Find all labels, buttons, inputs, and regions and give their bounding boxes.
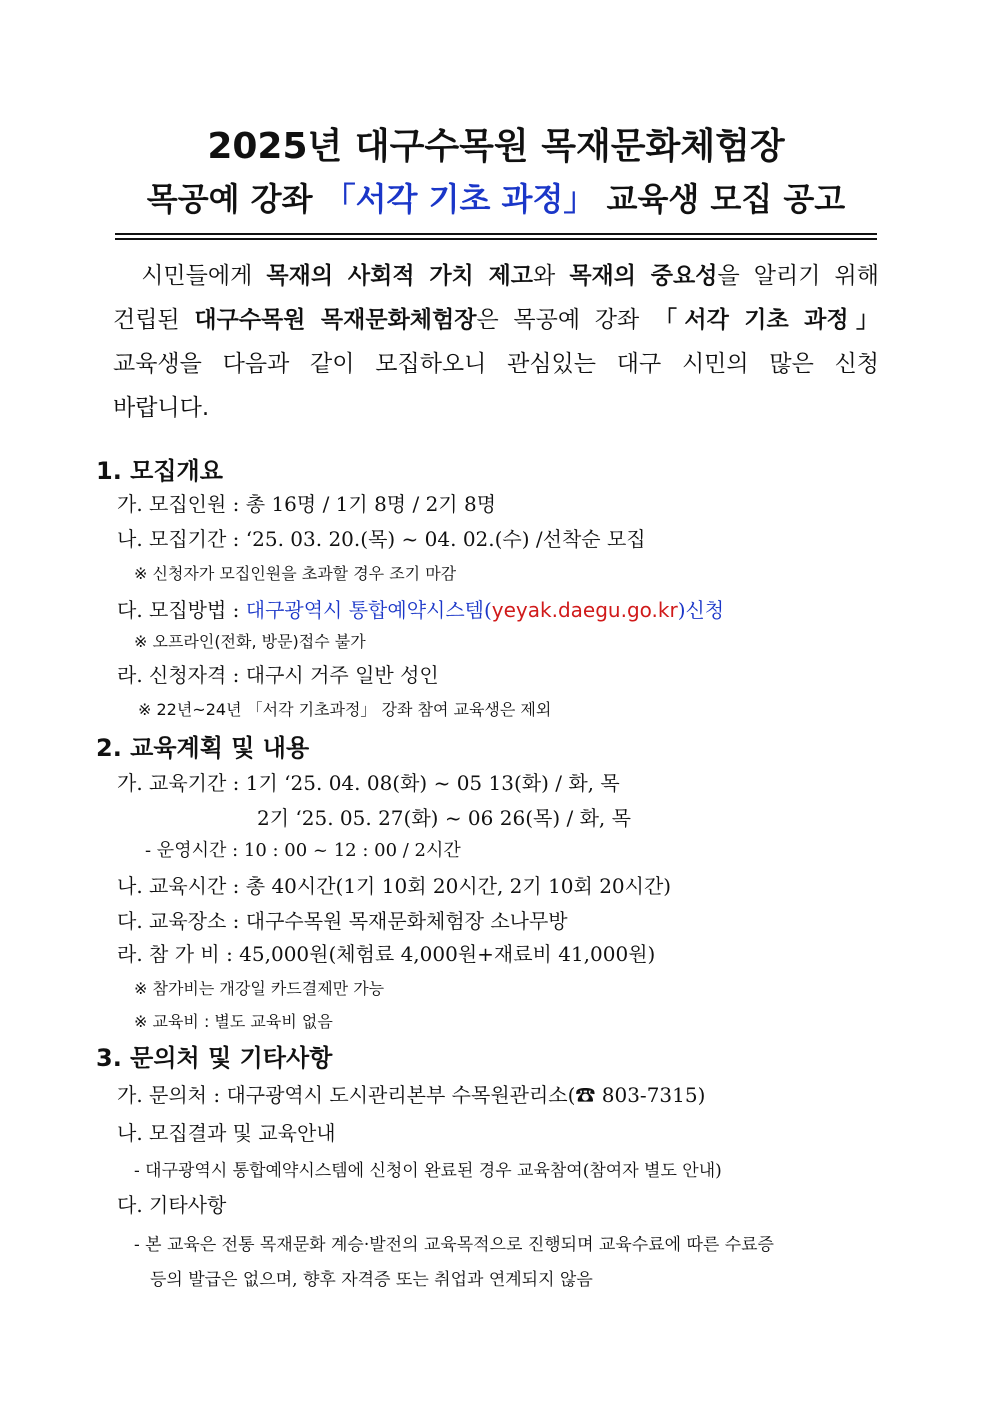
s2-operating-hours: - 운영시간 : 10 : 00 ~ 12 : 00 / 2시간 bbox=[145, 840, 461, 861]
s1-method-note: ※ 오프라인(전화, 방문)접수 불가 bbox=[134, 632, 366, 651]
s1-period-note: ※ 신청자가 모집인원을 초과할 경우 조기 마감 bbox=[134, 564, 457, 583]
s1-eligibility: 라. 신청자격 : 대구시 거주 일반 성인 bbox=[117, 663, 439, 687]
title-line-1: 2025년 대구수목원 목재문화체험장 bbox=[207, 126, 785, 167]
s2-fee-note-2: ※ 교육비 : 별도 교육비 없음 bbox=[134, 1012, 333, 1031]
s3-result-note: - 대구광역시 통합예약시스템에 신청이 완료된 경우 교육참여(참여자 별도 안내) bbox=[134, 1161, 722, 1181]
title-course-name: 「서각 기초 과정」 bbox=[323, 180, 596, 218]
intro-line-3: 교육생을 다음과 같이 모집하오니 관심있는 대구 시민의 많은 신청 bbox=[113, 351, 879, 377]
section-3-heading: 3. 문의처 및 기타사항 bbox=[96, 1044, 333, 1072]
s3-other-note-1: - 본 교육은 전통 목재문화 계승·발전의 교육목적으로 진행되며 교육수료에 따른 수료증 bbox=[134, 1235, 774, 1255]
intro-line-2: 건립된 대구수목원 목재문화체험장은 목공예 강좌 「서각 기초 과정」 bbox=[113, 307, 880, 333]
intro-line-4: 바랍니다. bbox=[113, 395, 210, 421]
s1-recruit-period: 나. 모집기간 : ‘25. 03. 20.(목) ~ 04. 02.(수) /선착순 모집 bbox=[117, 527, 646, 551]
section-2-heading: 2. 교육계획 및 내용 bbox=[96, 734, 310, 762]
title-suffix: 교육생 모집 공고 bbox=[606, 180, 846, 218]
intro-line-1: 시민들에게 목재의 사회적 가치 제고와 목재의 중요성을 알리기 위해 bbox=[113, 263, 879, 289]
s1-recruit-method: 다. 모집방법 : 대구광역시 통합예약시스템(yeyak.daegu.go.kr)신청 bbox=[117, 598, 725, 622]
s2-fee-note-1: ※ 참가비는 개강일 카드결제만 가능 bbox=[134, 979, 385, 998]
title-rule-bottom bbox=[115, 238, 877, 240]
title-line-2 bbox=[0, 174, 992, 220]
s3-result-guide: 나. 모집결과 및 교육안내 bbox=[117, 1121, 336, 1145]
s2-period-term1: 가. 교육기간 : 1기 ‘25. 04. 08(화) ~ 05 13(화) / 화, 목 bbox=[117, 771, 620, 795]
s1-eligibility-note: ※ 22년~24년 「서각 기초과정」 강좌 참여 교육생은 제외 bbox=[138, 700, 552, 719]
intro-paragraph bbox=[113, 254, 879, 430]
s3-contact: 가. 문의처 : 대구광역시 도시관리본부 수목원관리소(☎ 803-7315) bbox=[117, 1083, 706, 1107]
s2-location: 다. 교육장소 : 대구수목원 목재문화체험장 소나무방 bbox=[117, 909, 568, 933]
s2-period-term2: 2기 ‘25. 05. 27(화) ~ 06 26(목) / 화, 목 bbox=[257, 806, 631, 830]
s1-recruit-count: 가. 모집인원 : 총 16명 / 1기 8명 / 2기 8명 bbox=[117, 492, 497, 516]
title-rule-top bbox=[115, 233, 877, 235]
s2-fee: 라. 참 가 비 : 45,000원(체험료 4,000원+재료비 41,000원) bbox=[117, 942, 656, 966]
section-1-heading: 1. 모집개요 bbox=[96, 457, 223, 485]
title-prefix: 목공예 강좌 bbox=[146, 180, 313, 218]
s3-other: 다. 기타사항 bbox=[117, 1193, 227, 1217]
s3-other-note-2: 등의 발급은 없으며, 향후 자격증 또는 취업과 연계되지 않음 bbox=[150, 1270, 593, 1290]
s2-total-hours: 나. 교육시간 : 총 40시간(1기 10회 20시간, 2기 10회 20시간) bbox=[117, 874, 672, 898]
